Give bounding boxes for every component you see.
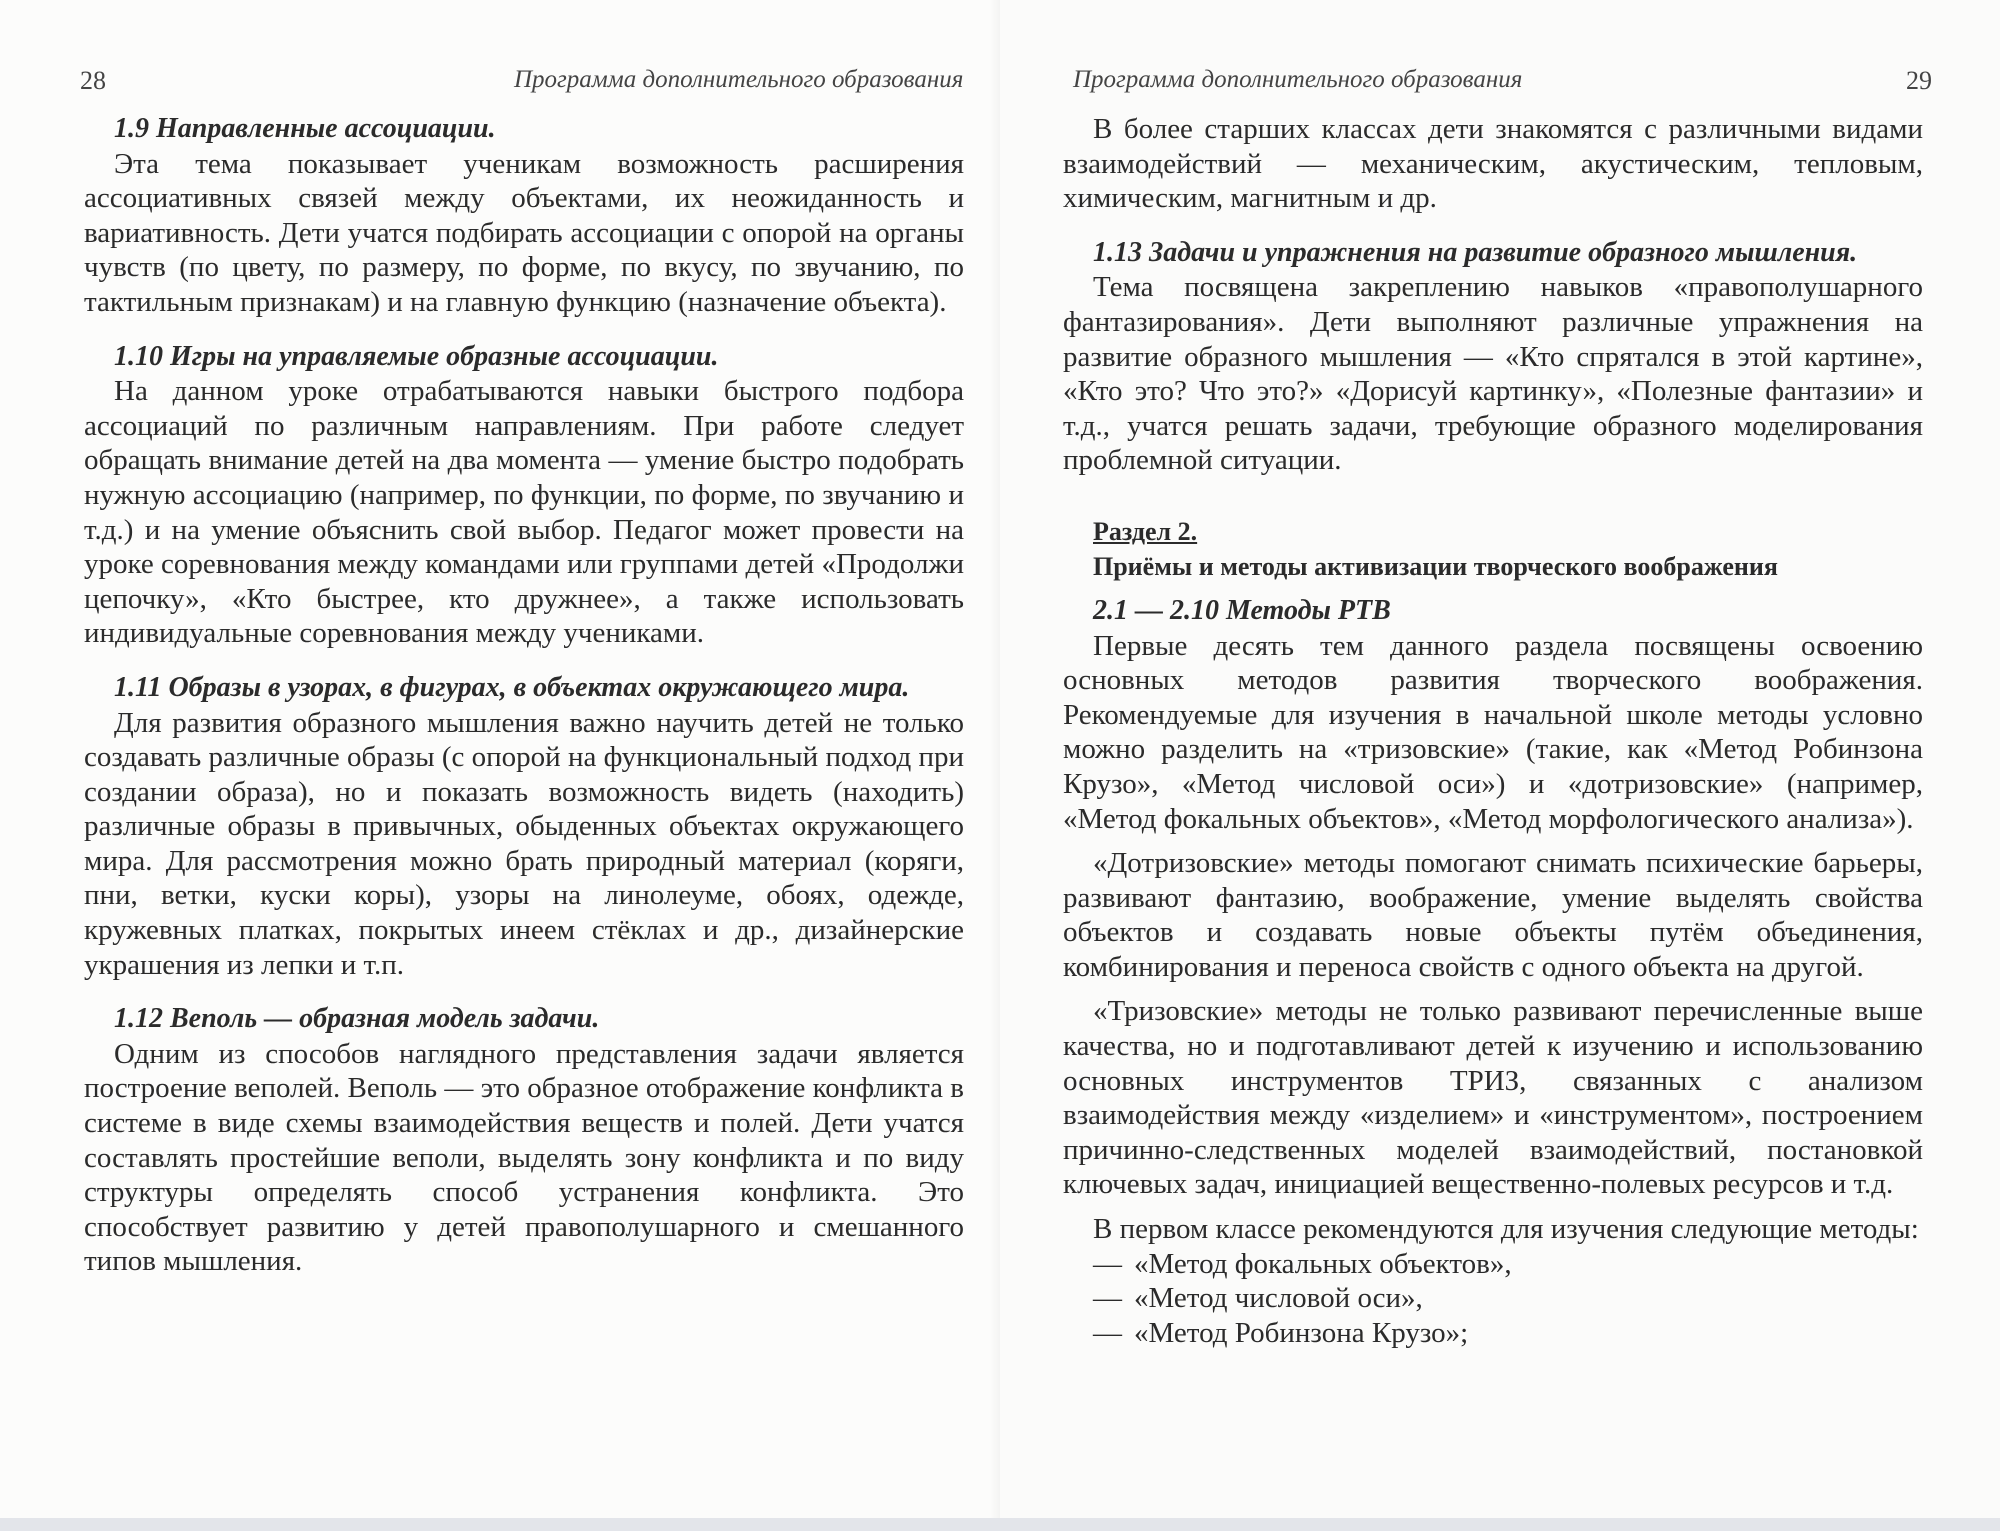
paragraph-1-13: Тема посвящена закреплению навыков «правополушарного фантазирования». Дети выполняют различные упражнения на развитие образного мышления — «Кто спрятался в этой картине», «Кто это? Что это?» «Дорисуй картинку», «Полезные фантазии» и т.д., учатся решать задачи, требующие образного моделирования проблемной ситуации. (1063, 271, 1923, 477)
right-page-number: 29 (1906, 66, 1932, 95)
paragraph-intro: В более старших классах дети знакомятся с различными видами взаимодействий — механическим, акустическим, тепловым, химическим, магнитным и др. (1063, 113, 1923, 215)
list-item-text: «Метод фокальных объектов», (1134, 1247, 1512, 1280)
paragraph-1-12: Одним из способов наглядного представления задачи является построение веполей. Веполь — это образное отображение конфликта в системе в виде схемы взаимодействия веществ и полей. Дети учатся составлять простейшие веполи, выделять зону конфликта и по виду структуры определять способ устранения конфликта. Это способствует развитию у детей правополушарного и смешанного типов мышления. (84, 1037, 964, 1278)
list-item (1063, 1247, 1923, 1282)
left-column (84, 112, 964, 1279)
list-dash: — (1093, 1247, 1122, 1280)
right-column (1063, 112, 1923, 1350)
list-item (1063, 1316, 1923, 1351)
list-item-text: «Метод Робинзона Крузо»; (1134, 1316, 1469, 1349)
left-page-number: 28 (80, 66, 106, 95)
heading-2-1: 2.1 — 2.10 Методы РТВ (1093, 594, 1391, 626)
right-running-title: Программа дополнительного образования (1073, 66, 1523, 93)
left-running-title: Программа дополнительного образования (514, 66, 964, 93)
list-item (1063, 1281, 1923, 1316)
paragraph-2-1-b: «Дотризовские» методы помогают снимать психические барьеры, развивают фантазию, воображение, умение выделять свойства объектов и создавать новые объекты путём объединения, комбинирования и переноса свойств с одного объекта на другой. (1063, 847, 1923, 983)
paragraph-1-9: Эта тема показывает ученикам возможность расширения ассоциативных связей между объектами, их неожиданность и вариативность. Дети учатся подбирать ассоциации с опорой на органы чувств (по цвету, по размеру, по форме, по вкусу, по звучанию, по тактильным признакам) и на главную функцию (назначение объекта). (84, 147, 964, 318)
heading-1-10: 1.10 Игры на управляемые образные ассоциации. (114, 340, 719, 372)
list-dash: — (1093, 1316, 1122, 1349)
right-page (1000, 0, 2000, 1531)
methods-list (1063, 1247, 1923, 1351)
heading-1-12: 1.12 Веполь — образная модель задачи. (114, 1003, 600, 1035)
paragraph-1-10: На данном уроке отрабатываются навыки быстрого подбора ассоциаций по различным направлениям. При работе следует обращать внимание детей на два момента — умение быстро подобрать нужную ассоциацию (например, по функции, по форме, по звучанию и т.д.) и на умение объяснить свой выбор. Педагог может провести на уроке соревнования между командами или группами детей «Продолжи цепочку», «Кто быстрее, кто дружнее», а также использовать индивидуальные соревнования между учениками. (84, 375, 964, 650)
paragraph-2-1-a: Первые десять тем данного раздела посвящены освоению основных методов развития творческого воображения. Рекомендуемые для изучения в начальной школе методы условно можно разделить на «тризовские» (такие, как «Метод Робинзона Крузо», «Метод числовой оси») и «дотризовские» (например, «Метод фокальных объектов», «Метод морфологического анализа»). (1063, 629, 1923, 835)
scan-edge-bottom (0, 1518, 2000, 1531)
list-dash: — (1093, 1282, 1122, 1315)
list-item-text: «Метод числовой оси», (1134, 1282, 1423, 1315)
paragraph-1-11: Для развития образного мышления важно научить детей не только создавать различные образы (с опорой на функциональный подход при создании образа), но и показать возможность видеть (находить) различные образы в привычных, обыденных объектах окружающего мира. Для рассмотрения можно брать природный материал (коряги, пни, ветки, куски коры), узоры на линолеуме, обоях, одежде, кружевных платках, покрытых инеем стёклах и др., дизайнерские украшения из лепки и т.п. (84, 706, 964, 981)
heading-1-13: 1.13 Задачи и упражнения на развитие образного мышления. (1093, 236, 1858, 268)
heading-1-9: 1.9 Направленные ассоциации. (114, 113, 496, 144)
paragraph-2-1-d: В первом классе рекомендуются для изучения следующие методы: (1093, 1213, 1919, 1246)
part-title: Приёмы и методы активизации творческого воображения (1093, 551, 1778, 581)
part-label: Раздел 2. (1093, 516, 1198, 546)
heading-1-11: 1.11 Образы в узорах, в фигурах, в объектах окружающего мира. (114, 671, 910, 703)
paragraph-2-1-c: «Тризовские» методы не только развивают перечисленные выше качества, но и подготавливают детей к изучению и использованию основных инструментов ТРИЗ, связанных с анализом взаимодействия между «изделием» и «инструментом», построением причинно-следственных моделей взаимодействий, постановкой ключевых задач, инициацией вещественно-полевых ресурсов и т.д. (1063, 995, 1923, 1201)
